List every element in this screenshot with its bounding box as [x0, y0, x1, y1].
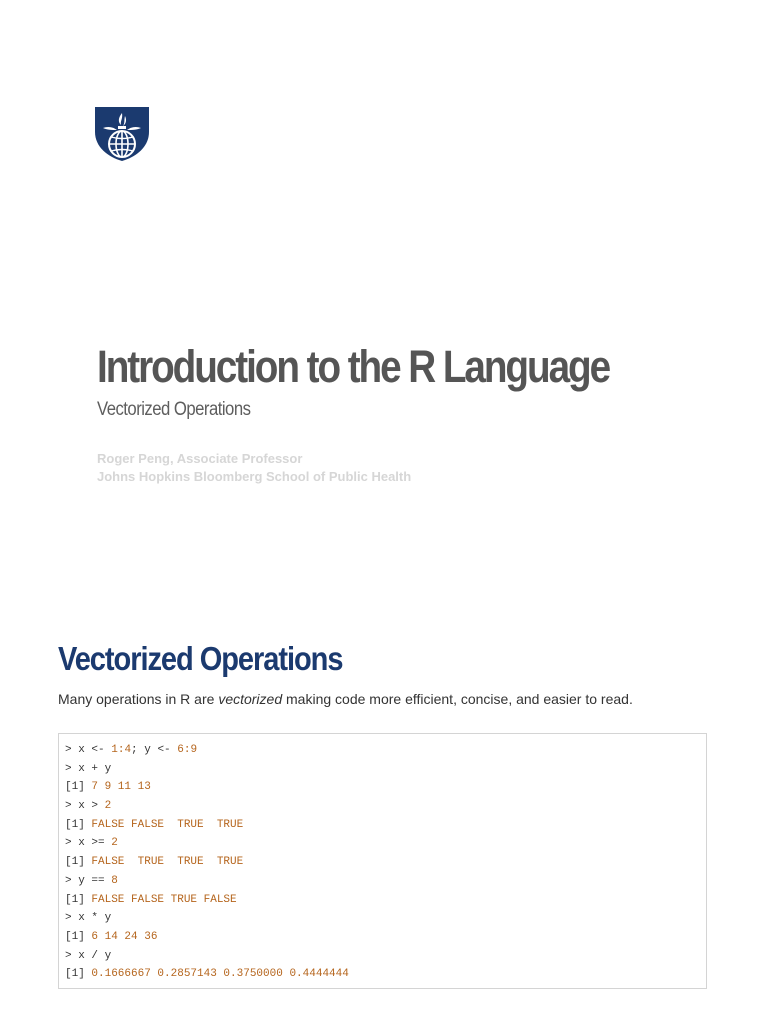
- intro-emphasis: vectorized: [218, 691, 283, 707]
- section-intro: [58, 689, 718, 709]
- intro-text-start: Many operations in R are: [58, 691, 219, 707]
- code-line: > x <- 1:4; y <- 6:9: [65, 744, 198, 756]
- code-line: > x / y: [65, 949, 112, 962]
- code-line: > x + y: [65, 762, 112, 775]
- code-line: > x > 2: [65, 800, 112, 813]
- intro-text-end: making code more efficient, concise, and easier to read.: [282, 691, 633, 707]
- code-line: [1] FALSE TRUE TRUE TRUE: [65, 856, 244, 869]
- code-line: [1] 7 9 11 13: [65, 781, 151, 794]
- shield-globe-torch-icon: [94, 106, 150, 162]
- author-info: [97, 450, 737, 486]
- university-shield-logo: [94, 106, 150, 162]
- code-line: [1] FALSE FALSE TRUE TRUE: [65, 818, 244, 831]
- title-block: [97, 338, 737, 486]
- code-line: > x * y: [65, 912, 112, 925]
- code-line: [1] 6 14 24 36: [65, 930, 158, 943]
- code-line: > x >= 2: [65, 837, 118, 850]
- code-line: [1] 0.1666667 0.2857143 0.3750000 0.4444444: [65, 968, 349, 981]
- page-subtitle: Vectorized Operations: [97, 399, 251, 420]
- code-block: [58, 733, 707, 989]
- author-name: Roger Peng, Associate Professor: [97, 451, 303, 466]
- author-affiliation: Johns Hopkins Bloomberg School of Public Health: [97, 469, 412, 484]
- section-title: Vectorized Operations: [58, 640, 343, 677]
- section-vectorized-operations: [58, 638, 718, 709]
- code-line: [1] FALSE FALSE TRUE FALSE: [65, 893, 237, 906]
- code-line: > y == 8: [65, 874, 118, 887]
- page-title: Introduction to the R Language: [97, 341, 610, 392]
